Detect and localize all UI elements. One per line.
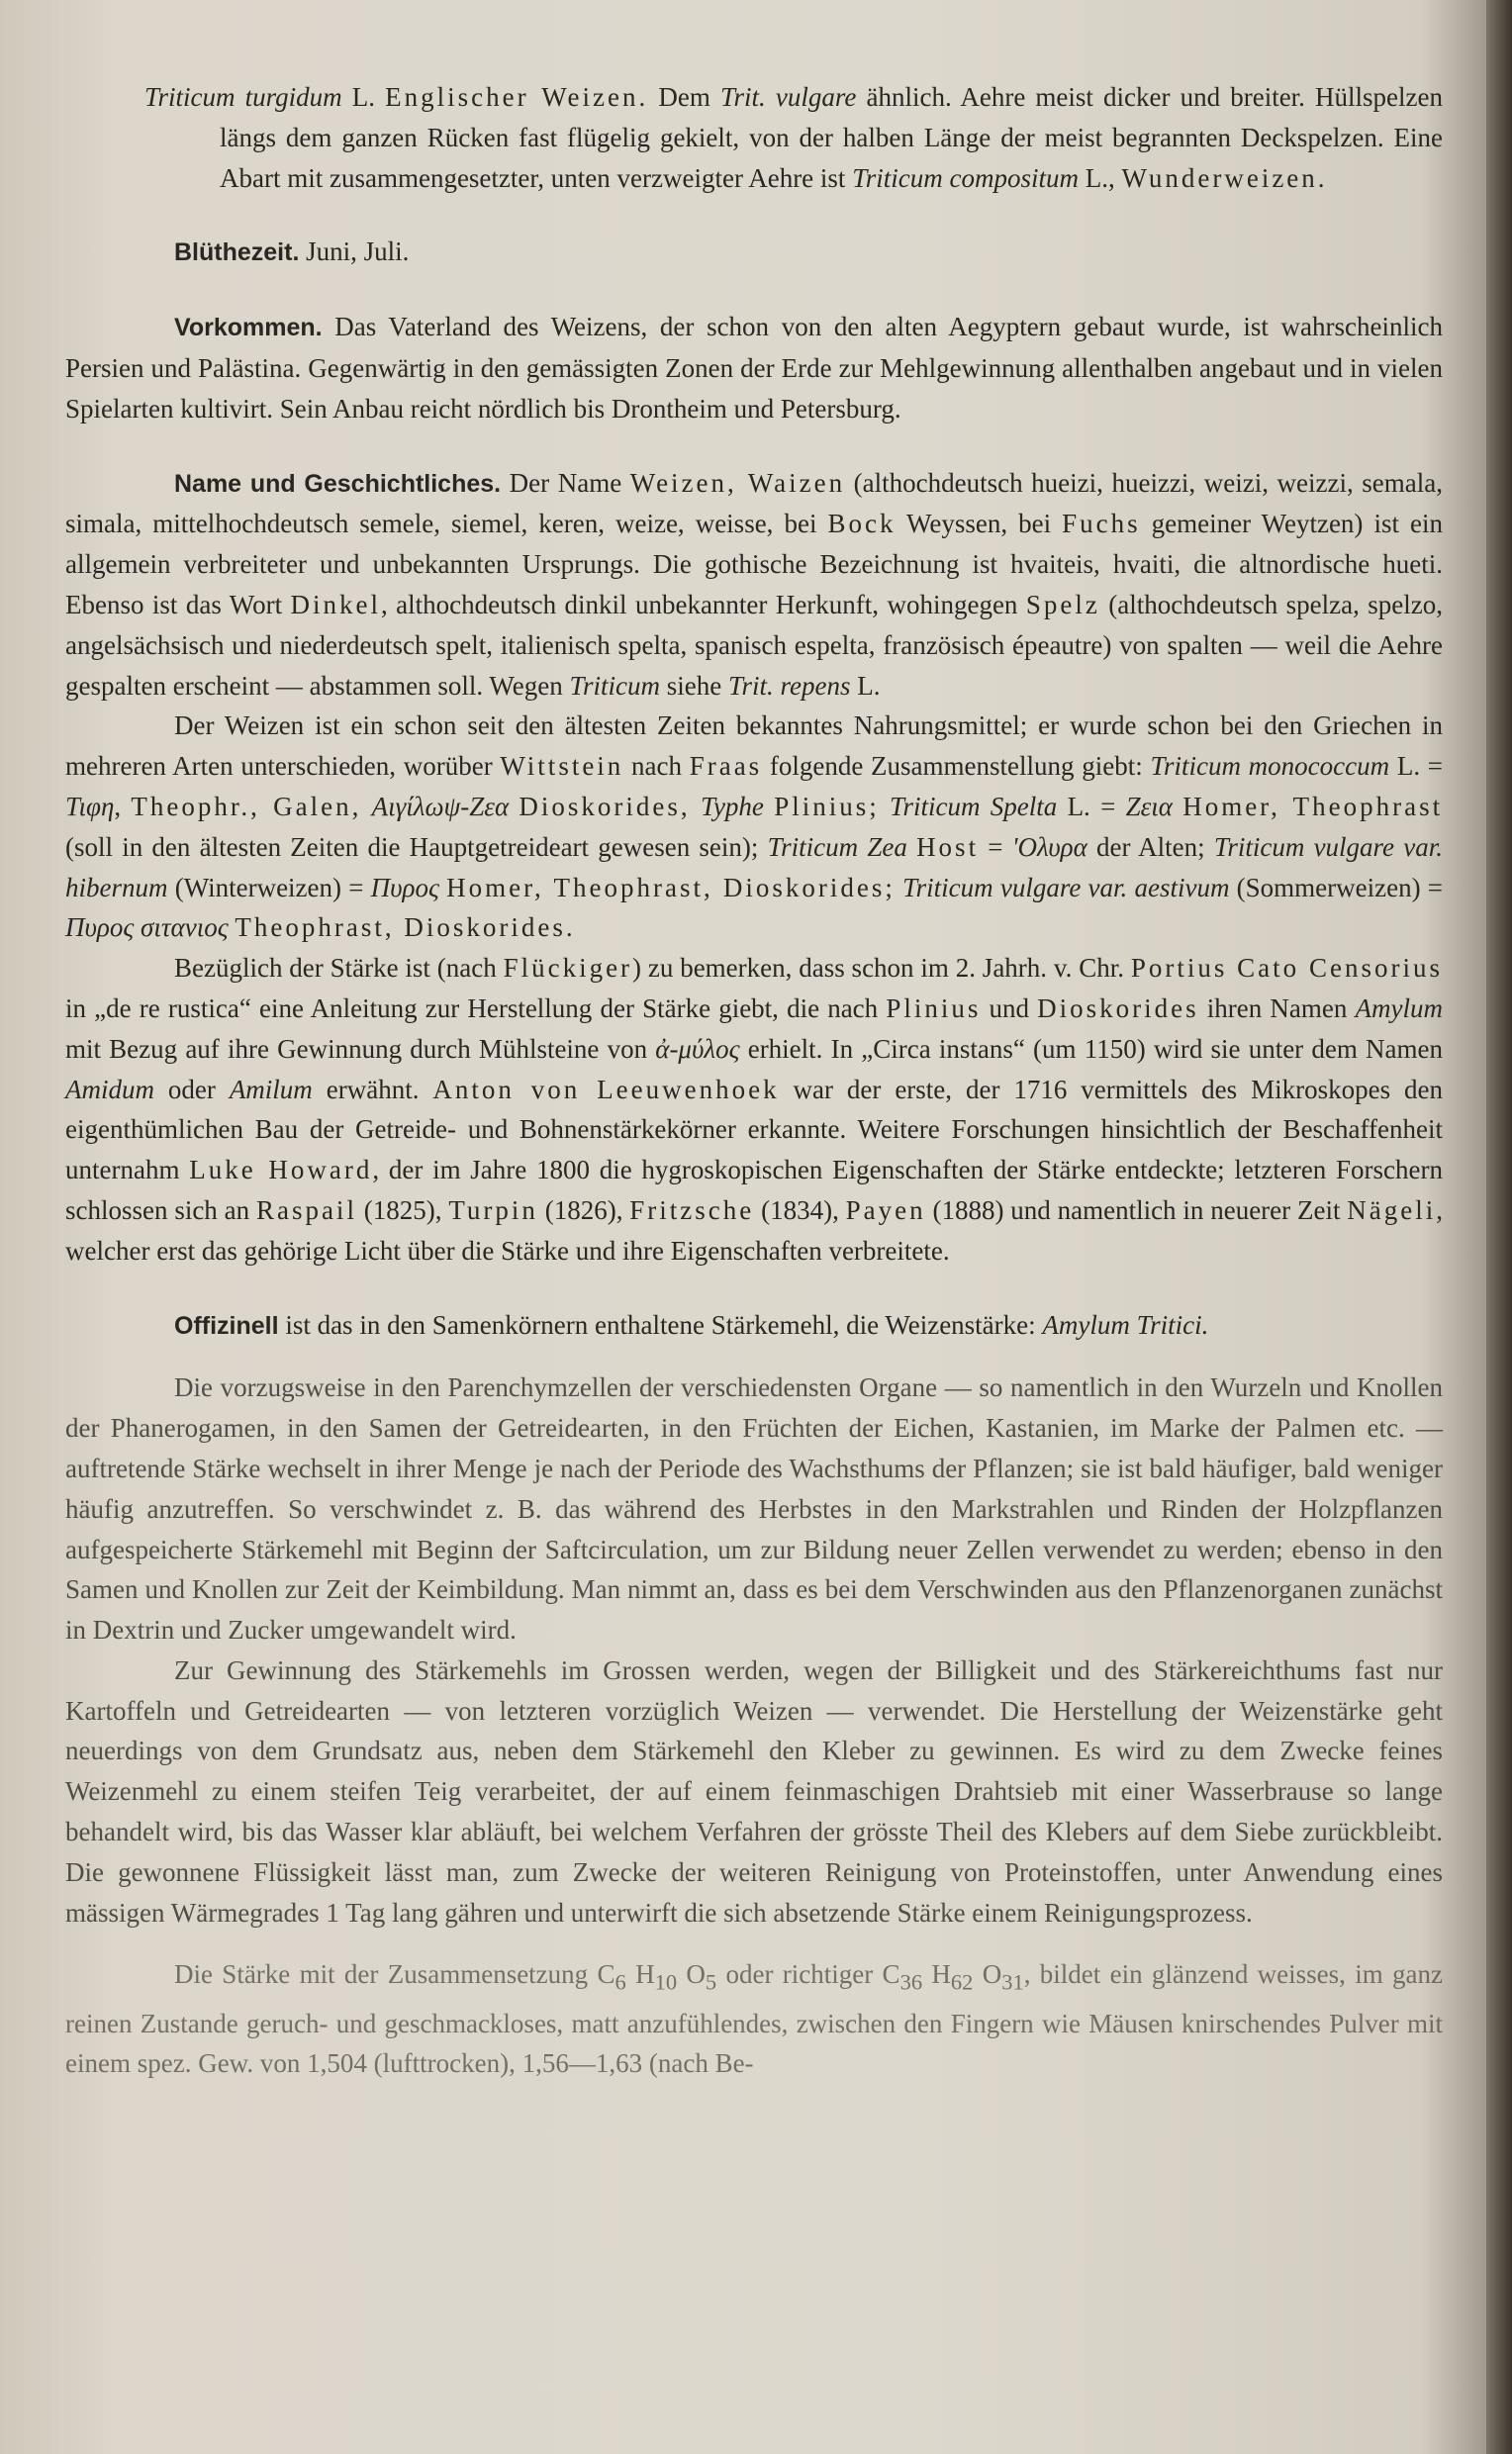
- text-run: und: [981, 992, 1038, 1023]
- text-run: ähnlich. Aehre meist dicker und breiter. Hüllspelzen längs dem ganzen Rücken fast flügelig gekielt, von der halben Länge der meist begrannten Deckspelzen. Eine Abart mit zusammengesetzter, unten verzweigter Aehre ist: [220, 82, 1444, 193]
- text-run: O: [973, 1959, 1002, 1990]
- species-name: Triticum Zea: [767, 831, 907, 862]
- author-name: Bock: [827, 509, 897, 539]
- greek-name: Πυρος: [370, 872, 439, 902]
- paragraph-griechen: [65, 706, 1443, 948]
- text-run: (Sommerweizen) =: [1229, 872, 1444, 902]
- text-run: L.: [341, 82, 386, 112]
- text-run: in „de re rustica“ eine Anleitung zur Herstellung der Stärke giebt, die nach: [65, 992, 887, 1023]
- subscript: 31: [1001, 1969, 1024, 1995]
- text-run: war der erste, der 1716 vermittels des Mikroskopes den eigenthümlichen Bau der Getreide- und Bohnenstärkekörner erkannte. Weitere Forschungen hinsichtlich der Beschaffenheit unternahm: [65, 1074, 1443, 1185]
- text-run: Zur Gewinnung des Stärkemehls im Grossen werden, wegen der Billigkeit und des Stärkereichthums fast nur Kartoffeln und Getreidearten — von letzteren vorzüglich Weizen — verwendet. Die Herstellung der Weizenstärke geht neuerdings von dem Grundsatz aus, neben dem Stärkemehl den Kleber zu gewinnen. Es wird zu dem Zwecke feines Weizenmehl zu einem steifen Teig verarbeitet, der auf einem feinmaschigen Drahtsieb mit einer Wasserbrause so lange behandelt wird, bis das Wasser klar abläuft, bei welchem Verfahren der grösste Theil des Klebers auf dem Siebe zurückbleibt. Die gewonnene Flüssigkeit lässt man, zum Zwecke der weiteren Reinigung von Proteinstoffen, unter Anwendung eines mässigen Wärmegrades 1 Tag lang gähren und unterwirft die sich absetzende Stärke einem Reinigungsprozess.: [65, 1654, 1443, 1928]
- author-name: Raspail: [255, 1194, 357, 1225]
- text-run: Die vorzugsweise in den Parenchymzellen der verschiedensten Organe — so namentlich in den Wurzeln und Knollen der Phanerogamen, in den Samen der Getreidearten, in den Früchten der Eichen, Kastanien, im Marke der Palmen etc. — auftretende Stärke wechselt in ihrer Menge je nach der Periode des Wachsthums der Pflanzen; sie ist bald häufiger, bald weniger häufig anzutreffen. So verschwindet z. B. das während des Herbstes in den Markstrahlen und Rinden der Holzpflanzen aufgespeicherte Stärkemehl mit Beginn der Saftcirculation, um zur Bildung neuer Zellen verwendet zu werden; ebenso in den Samen und Knollen zur Zeit der Keimbildung. Man nimmt an, dass es bei dem Verschwinden aus den Pflanzenorganen zunächst in Dextrin und Zucker umgewandelt wird.: [65, 1372, 1443, 1646]
- term: Dinkel: [290, 589, 381, 619]
- author-name: Turpin: [448, 1194, 538, 1225]
- greek-name: 'Ολυρα: [1011, 831, 1087, 862]
- author-name: Fraas: [689, 751, 763, 782]
- species-name: Triticum turgidum: [144, 82, 342, 112]
- author-name: Wittstein: [500, 751, 624, 782]
- paragraph-triticum-turgidum: [65, 77, 1443, 198]
- text-run: Das Vaterland des Weizens, der schon von den alten Aegyptern gebaut wurde, ist wahrscheinlich Persien und Palästina. Gegenwärtig in den gemässigten Zonen der Erde zur Mehlgewinnung allenthalben angebaut und in vielen Spielarten kultivirt. Sein Anbau reicht nördlich bis Drontheim und Petersburg.: [65, 312, 1443, 424]
- subscript: 5: [705, 1969, 717, 1995]
- text-run: [907, 832, 916, 862]
- greek-name: Τιφη: [65, 791, 115, 821]
- author-name: Luke Howard: [189, 1155, 373, 1185]
- latin-name: Typhe: [700, 791, 764, 821]
- species-name: Triticum compositum: [852, 162, 1079, 193]
- species-name: Triticum vulgare var. hibernum: [65, 831, 1443, 902]
- author-name: Theophr., Galen,: [131, 791, 362, 821]
- text-run: folgende Zusammenstellung giebt:: [762, 751, 1151, 782]
- text-run: (1834),: [754, 1194, 846, 1225]
- latin-name: Amylum Tritici.: [1042, 1309, 1209, 1340]
- paragraph-bluethezeit: [65, 232, 1443, 273]
- species-name: Trit. repens: [727, 670, 851, 701]
- author-name: Flückiger: [503, 953, 633, 984]
- text-run: (1825),: [356, 1194, 449, 1225]
- page-text: [65, 77, 1443, 2084]
- author-name: Homer, Theophrast, Dioskorides;: [446, 872, 896, 902]
- section-heading-bluethezeit: Blüthezeit.: [174, 238, 300, 267]
- text-run: , althochdeutsch dinkil unbekannter Herkunft, wohingegen: [381, 589, 1026, 619]
- text-run: (soll in den ältesten Zeiten die Hauptgetreideart gewesen sein);: [65, 831, 768, 862]
- species-name: Trit. vulgare: [719, 82, 857, 112]
- text-run: erwähnt.: [312, 1074, 433, 1104]
- paragraph-staerke-gewinnung: [65, 1651, 1443, 1934]
- text-run: ) zu bemerken, dass schon im 2. Jahrh. v. Chr.: [632, 953, 1131, 984]
- text-run: nach: [623, 751, 690, 782]
- author-name: Fuchs: [1062, 509, 1141, 539]
- text-run: [509, 792, 519, 821]
- page-edge-shadow: [1486, 0, 1512, 2454]
- section-heading-offizinell: Offizinell: [174, 1311, 279, 1340]
- text-run: (1826),: [537, 1194, 630, 1225]
- species-name: Triticum: [569, 670, 660, 701]
- text-run: oder richtiger C: [716, 1959, 900, 1990]
- text-run: [1173, 792, 1182, 821]
- species-name: Triticum Spelta: [890, 791, 1058, 821]
- text-run: Bezüglich der Stärke ist (nach: [174, 953, 504, 984]
- text-run: erhielt. In „Circa instans“ (um 1150) wird sie unter dem Namen: [739, 1033, 1443, 1064]
- text-run: Juni, Juli.: [299, 236, 410, 267]
- greek-name: Αιγίλωψ-Ζεα: [371, 791, 510, 821]
- species-name: Triticum monococcum: [1150, 751, 1390, 782]
- subscript: 10: [654, 1969, 678, 1995]
- text-run: L.: [850, 670, 881, 701]
- text-run: der Alten;: [1087, 831, 1214, 862]
- subscript: 6: [614, 1969, 626, 1995]
- text-run: [691, 792, 701, 821]
- text-run: gemeiner Weytzen) ist ein allgemein verbreiteter und unbekannten Ursprungs. Die gothische Bezeichnung ist hvaiteis, hvaiti, die altnordische hueti. Ebenso ist das Wort: [65, 509, 1443, 619]
- author-name: Anton von Leeuwenhoek: [432, 1074, 780, 1104]
- text-run: (Winterweizen) =: [167, 872, 371, 902]
- text-run: , der im Jahre 1800 die hygroskopischen Eigenschaften der Stärke entdeckte; letzteren Forschern schlossen sich an: [65, 1155, 1444, 1225]
- text-run: L. =: [1389, 751, 1444, 782]
- text-run: (althochdeutsch hueizi, hueizzi, weizi, weizzi, semala, simala, mittelhochdeutsch semele, siemel, keren, weize, weisse, bei: [65, 467, 1443, 539]
- paragraph-vorkommen: [65, 307, 1443, 428]
- text-run: ist das in den Samenkörnern enthaltene Stärkemehl, die Weizenstärke:: [278, 1309, 1043, 1340]
- greek-name: Πυρος σιτανιος: [65, 912, 229, 943]
- text-run: (althochdeutsch spelza, spelzo, angelsächsisch und niederdeutsch spelt, italienisch spelta, spanisch espelta, französisch épeautre) von spalten — weil die Aehre gespalten erscheint — abstammen soll. Wegen: [65, 589, 1443, 701]
- subscript: 36: [899, 1969, 923, 1995]
- text-run: Dem: [648, 82, 720, 112]
- author-name: Plinius;: [774, 791, 880, 821]
- author-name: Fritzsche: [629, 1194, 755, 1225]
- text-run: mit Bezug auf ihre Gewinnung durch Mühlsteine von: [65, 1033, 656, 1064]
- term: Spelz: [1025, 589, 1100, 619]
- author-name: Plinius: [886, 992, 982, 1023]
- text-run: O: [677, 1959, 706, 1990]
- author-name: Payen: [845, 1194, 926, 1225]
- text-run: (1888) und namentlich in neuerer Zeit: [925, 1194, 1348, 1225]
- paragraph-offizinell: [65, 1305, 1443, 1347]
- latin-name: Amylum: [1355, 992, 1443, 1023]
- paragraph-staerke-zusammensetzung: [65, 1954, 1443, 2084]
- text-run: siehe: [659, 670, 728, 701]
- text-run: [361, 792, 371, 821]
- species-name: Triticum vulgare var. aestivum: [902, 872, 1230, 902]
- latin-name: Amidum: [65, 1074, 154, 1104]
- section-heading-vorkommen: Vorkommen.: [174, 314, 323, 342]
- text-run: L. =: [1057, 791, 1126, 821]
- common-name: Wunderweizen.: [1121, 162, 1328, 193]
- subscript: 62: [950, 1969, 974, 1995]
- text-run: ,: [114, 791, 132, 821]
- author-name: Dioskorides: [1037, 992, 1199, 1023]
- text-run: [764, 792, 774, 821]
- text-run: H: [922, 1959, 951, 1990]
- text-run: Der Name: [501, 467, 630, 498]
- text-run: ihren Namen: [1198, 992, 1356, 1023]
- text-run: Der Weizen ist ein schon seit den ältesten Zeiten bekanntes Nahrungsmittel; er wurde schon bei den Griechen in mehreren Arten unterschieden, worüber: [65, 710, 1443, 782]
- text-run: L.,: [1078, 162, 1122, 193]
- common-name: Englischer Weizen.: [385, 82, 649, 112]
- author-name: Host: [916, 831, 980, 862]
- author-name: Portius Cato Censorius: [1130, 953, 1443, 984]
- greek-name: Ζεια: [1125, 791, 1173, 821]
- paragraph-name-geschichtliches: [65, 463, 1443, 707]
- paragraph-staerke-geschichte: [65, 948, 1443, 1271]
- term: Weizen, Waizen: [629, 467, 846, 498]
- text-run: =: [979, 831, 1012, 862]
- author-name: Theophrast, Dioskorides.: [235, 912, 576, 943]
- text-run: oder: [154, 1074, 230, 1104]
- author-name: Dioskorides,: [519, 791, 691, 821]
- greek-name: ἀ-μύλος: [655, 1033, 740, 1064]
- text-run: , welcher erst das gehörige Licht über die Stärke und ihre Eigenschaften verbreitete.: [65, 1194, 1444, 1266]
- author-name: Nägeli: [1347, 1194, 1437, 1225]
- author-name: Homer, Theophrast: [1182, 791, 1444, 821]
- text-run: [880, 792, 890, 821]
- text-run: , bildet ein glänzend weisses, im ganz reinen Zustande geruch- und geschmackloses, matt anzufühlendes, zwischen den Fingern wie Mäusen knirschendes Pulver mit einem spez. Gew. von 1,504 (lufttrocken), 1,56—1,63 (nach Be-: [65, 1959, 1444, 2079]
- text-run: H: [625, 1959, 655, 1990]
- paragraph-staerke-vorkommen: [65, 1368, 1443, 1651]
- text-run: Weyssen, bei: [896, 509, 1063, 539]
- section-heading-name: Name und Geschichtliches.: [174, 469, 502, 498]
- latin-name: Amilum: [229, 1074, 313, 1104]
- text-run: Die Stärke mit der Zusammensetzung C: [174, 1959, 615, 1990]
